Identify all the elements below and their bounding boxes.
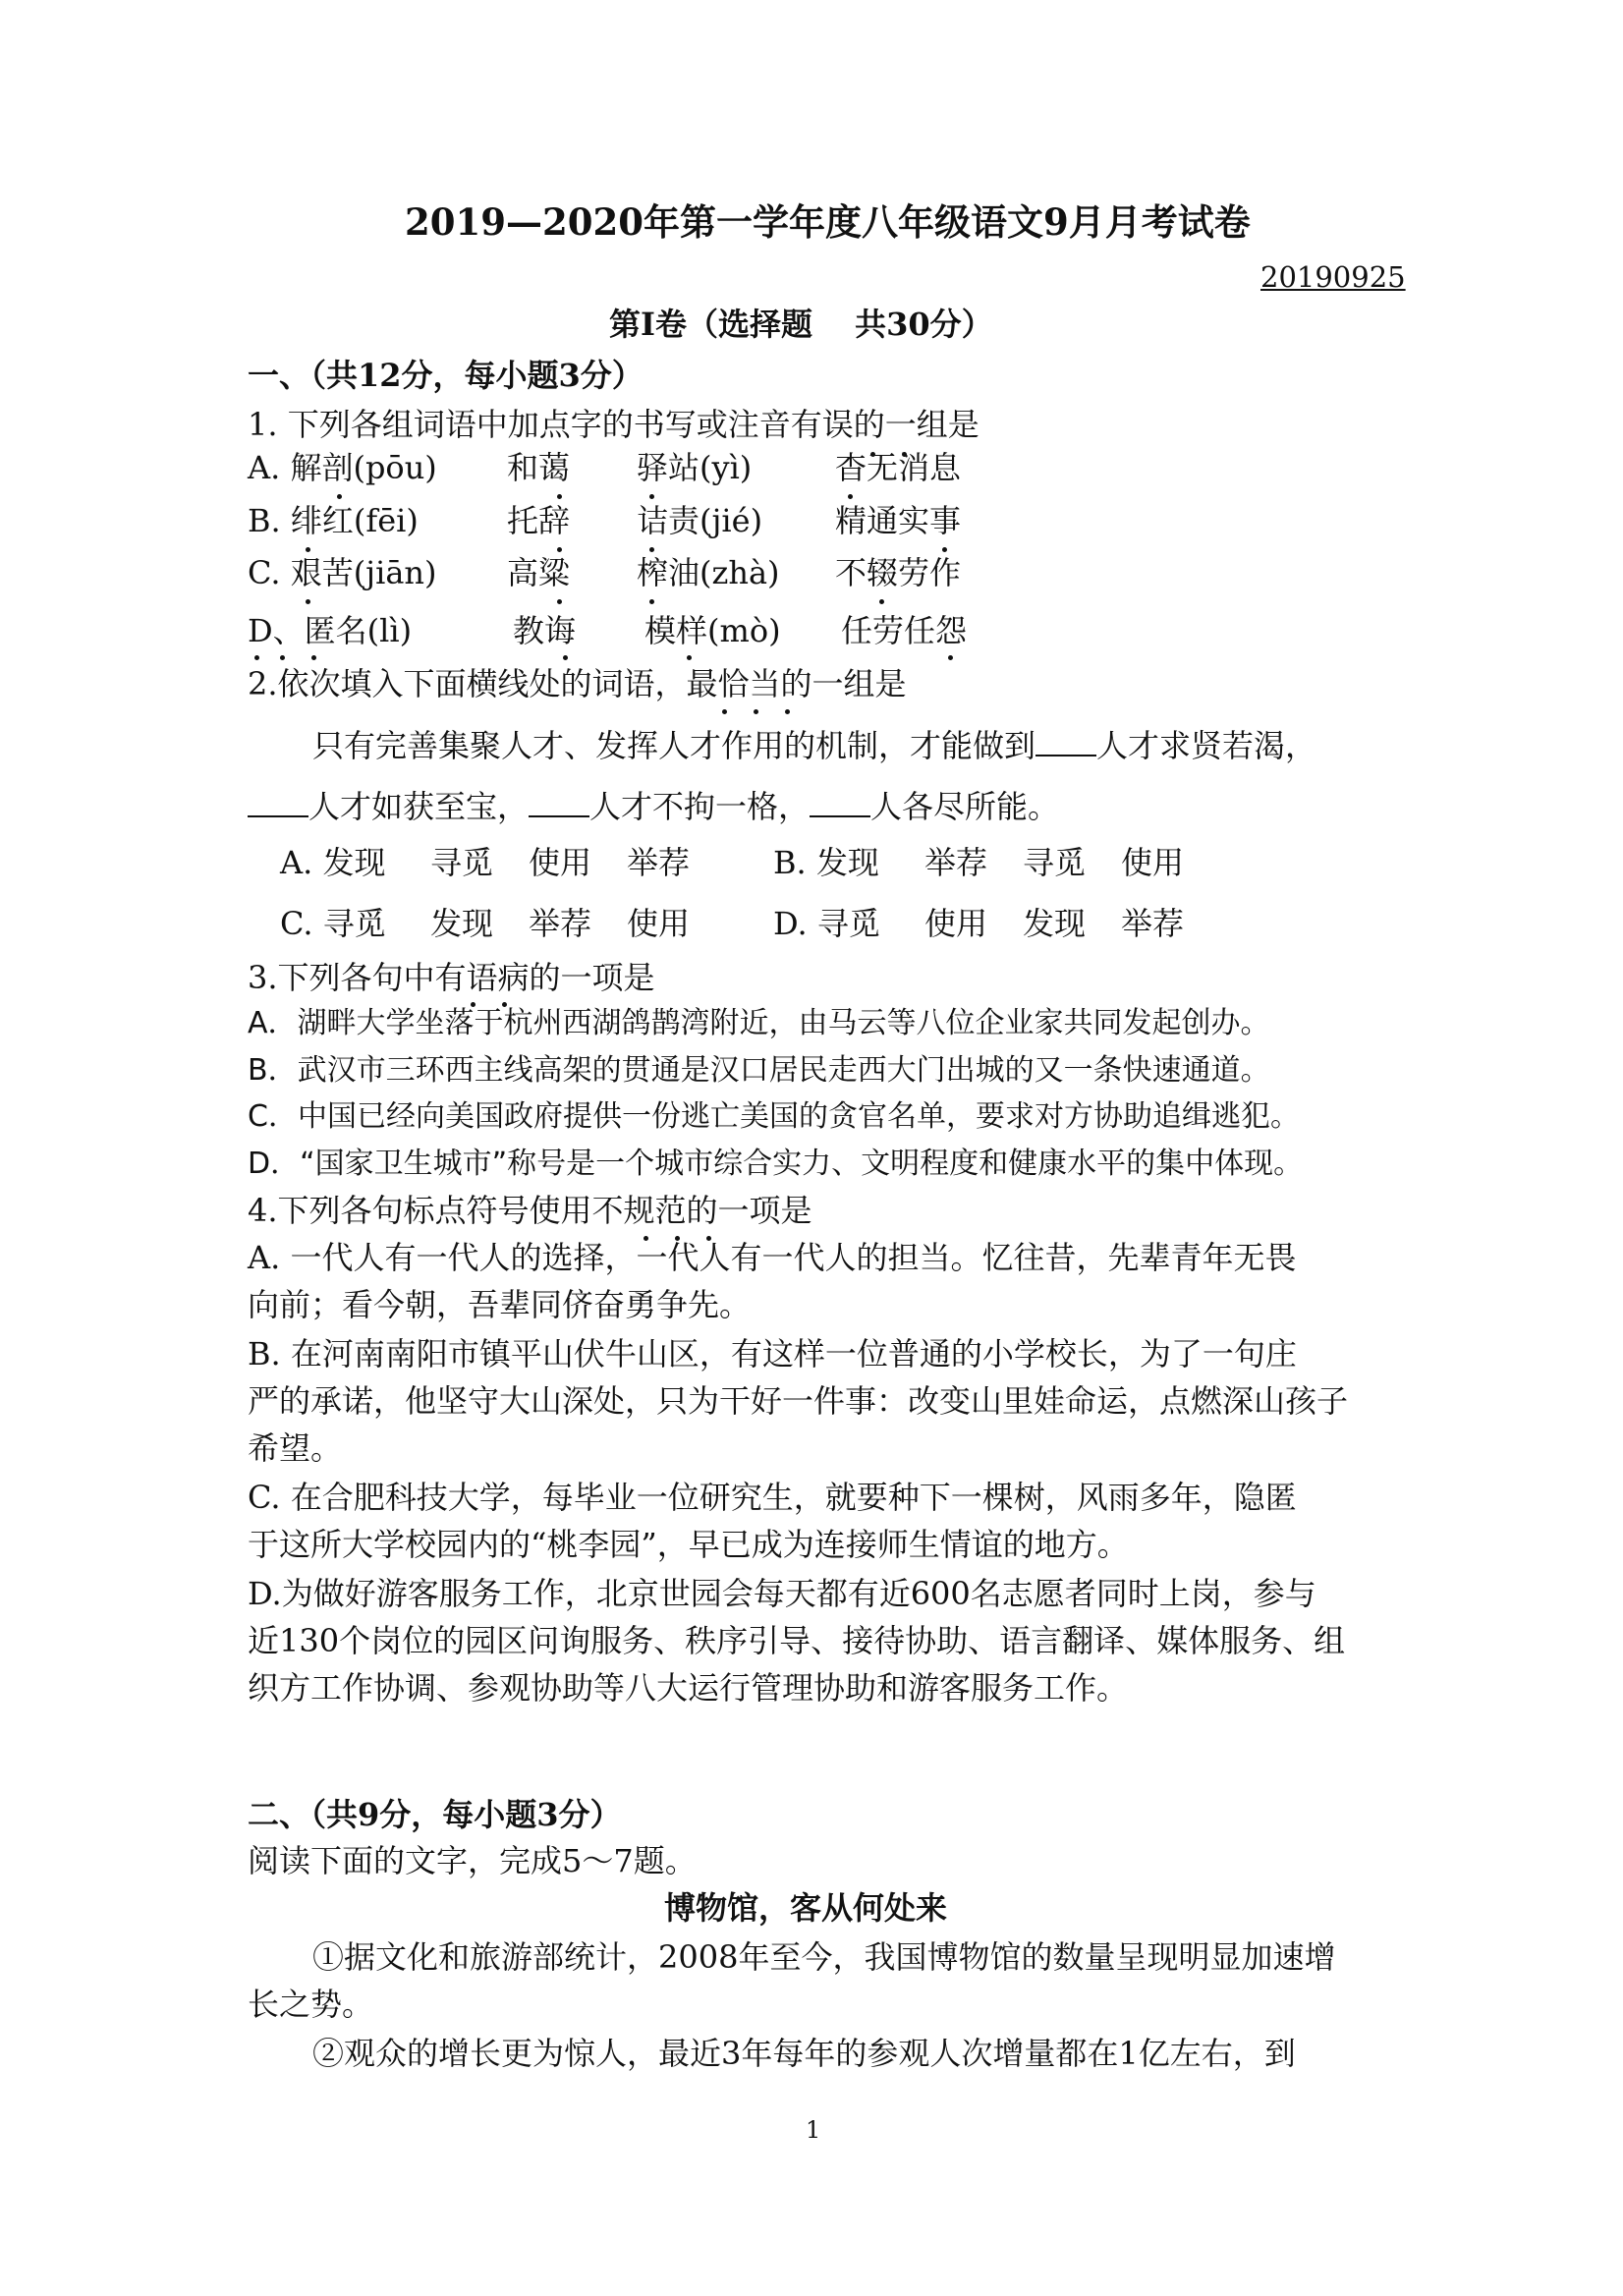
q2-passage-line-2 xyxy=(248,786,1059,826)
q4-option-d-line-3: 织方工作协调、参观协助等八大运行管理协助和游客服务工作。 xyxy=(248,1669,1129,1707)
emphasis-dot xyxy=(649,547,654,552)
q2-option-a-2: 寻觅 xyxy=(430,844,494,881)
emphasis-dot xyxy=(306,547,310,552)
q2-stem: 2.依次填入下面横线处的词语，最恰当的一组是 xyxy=(248,665,907,702)
q2-text: 人才不拘一格， xyxy=(589,788,811,825)
q2-option-b-4: 使用 xyxy=(1121,844,1185,881)
q1-option-b-1: B. 绯红(fēi) xyxy=(248,502,419,539)
emphasis-dot xyxy=(687,655,692,660)
fill-blank xyxy=(1035,725,1096,756)
q1-option-a-2: 和蔼 xyxy=(507,449,571,486)
q1-option-d-3: 模样(mò) xyxy=(644,612,781,649)
q1-option-a-4: 杳无消息 xyxy=(835,449,962,486)
emphasis-dot xyxy=(557,547,562,552)
q3-option-b: B．武汉市三环西主线高架的贯通是汉口居民走西大门出城的又一条快速通道。 xyxy=(248,1053,1270,1088)
q1-option-c-2: 高粱 xyxy=(507,554,571,591)
section1-heading: 一、（共12分，每小题3分） xyxy=(248,357,644,394)
volume-title: 第Ⅰ卷（选择题 共30分） xyxy=(609,306,993,343)
q2-text: 人才求贤若渴， xyxy=(1096,727,1317,764)
emphasis-dot xyxy=(306,599,310,604)
page-number: 1 xyxy=(806,2116,821,2144)
emphasis-dot xyxy=(337,494,342,499)
q4-option-a-line-2: 向前；看今朝，吾辈同侪奋勇争先。 xyxy=(248,1286,752,1323)
fill-blank xyxy=(248,786,308,817)
emphasis-dot xyxy=(942,547,947,552)
q2-option-c-3: 举荐 xyxy=(529,905,592,942)
q2-text: 人各尽所能。 xyxy=(870,788,1060,825)
emphasis-dot xyxy=(848,494,853,499)
q2-option-a-3: 使用 xyxy=(529,844,592,881)
exam-code: 20190925 xyxy=(1260,260,1406,294)
q3-option-a: A．湖畔大学坐落于杭州西湖鸽鹊湾附近，由马云等八位企业家共同发起创办。 xyxy=(248,1006,1270,1040)
emphasis-dot xyxy=(785,709,790,714)
q2-option-d-1: D. 寻觅 xyxy=(773,905,880,942)
emphasis-dot xyxy=(879,599,884,604)
q2-text: 人才如获至宝， xyxy=(308,788,530,825)
article-paragraph-1-line-2: 长之势。 xyxy=(248,1986,374,2023)
emphasis-dot xyxy=(649,494,654,499)
q1-option-b-3: 诘责(jié) xyxy=(637,502,763,539)
section2-heading: 二、（共9分，每小题3分） xyxy=(248,1796,622,1833)
q1-option-d-2: 教诲 xyxy=(513,612,577,649)
q2-option-b-1: B. 发现 xyxy=(773,844,879,881)
q1-option-a-3: 驿站(yì) xyxy=(637,449,753,486)
q1-option-b-4: 精通实事 xyxy=(835,502,962,539)
q2-option-c-4: 使用 xyxy=(627,905,691,942)
q4-option-a-line-1: A. 一代人有一代人的选择，一代人有一代人的担当。忆往昔，先辈青年无畏 xyxy=(248,1239,1297,1276)
q3-option-d: D．“国家卫生城市”称号是一个城市综合实力、文明程度和健康水平的集中体现。 xyxy=(248,1147,1304,1181)
q2-option-c-2: 发现 xyxy=(430,905,494,942)
q4-option-c-line-1: C. 在合肥科技大学，每毕业一位研究生，就要种下一棵树，风雨多年，隐匿 xyxy=(248,1479,1297,1516)
q2-option-d-4: 举荐 xyxy=(1121,905,1185,942)
q1-option-a-1: A. 解剖(pōu) xyxy=(248,449,437,486)
q4-option-b-line-2: 严的承诺，他坚守大山深处，只为干好一件事：改变山里娃命运，点燃深山孩子 xyxy=(248,1382,1349,1420)
q1-option-c-1: C. 艰苦(jiān) xyxy=(248,554,437,591)
q4-option-d-line-2: 近130个岗位的园区问询服务、秩序引导、接待协助、语言翻译、媒体服务、组 xyxy=(248,1622,1346,1659)
q1-option-c-4: 不辍劳作 xyxy=(835,554,962,591)
fill-blank xyxy=(529,786,589,817)
q3-stem: 3.下列各句中有语病的一项是 xyxy=(248,959,655,996)
q4-option-c-line-2: 于这所大学校园内的“桃李园”，早已成为连接师生情谊的地方。 xyxy=(248,1526,1129,1563)
emphasis-dot xyxy=(254,655,259,660)
q1-option-d-4: 任劳任怨 xyxy=(841,612,968,649)
q2-option-a-1: A. 发现 xyxy=(280,844,386,881)
q2-text: 只有完善集聚人才、发挥人才作用的机制，才能做到 xyxy=(312,727,1036,764)
q4-option-d-line-1: D.为做好游客服务工作，北京世园会每天都有近600名志愿者同时上岗，参与 xyxy=(248,1575,1316,1612)
article-paragraph-2-line-1: ②观众的增长更为惊人，最近3年每年的参观人次增量都在1亿左右，到 xyxy=(312,2035,1296,2072)
q2-option-a-4: 举荐 xyxy=(627,844,691,881)
emphasis-dot xyxy=(754,709,758,714)
article-title: 博物馆，客从何处来 xyxy=(664,1889,948,1927)
q2-option-d-2: 使用 xyxy=(924,905,988,942)
q2-option-b-2: 举荐 xyxy=(924,844,988,881)
q4-option-b-line-3: 希望。 xyxy=(248,1429,343,1467)
fill-blank xyxy=(810,786,870,817)
emphasis-dot xyxy=(563,655,568,660)
emphasis-dot xyxy=(280,655,285,660)
q2-option-c-1: C. 寻觅 xyxy=(280,905,386,942)
q2-option-d-3: 发现 xyxy=(1023,905,1087,942)
q1-option-b-2: 托辞 xyxy=(507,502,571,539)
emphasis-dot xyxy=(557,599,562,604)
section2-intro: 阅读下面的文字，完成5～7题。 xyxy=(248,1842,697,1879)
q1-option-d-1: D、匿名(lì) xyxy=(248,612,413,649)
emphasis-dot xyxy=(722,709,727,714)
q4-stem: 4.下列各句标点符号使用不规范的一项是 xyxy=(248,1192,812,1229)
emphasis-dot xyxy=(557,494,562,499)
article-paragraph-1-line-1: ①据文化和旅游部统计，2008年至今，我国博物馆的数量呈现明显加速增 xyxy=(312,1938,1336,1976)
q2-passage-line-1 xyxy=(312,725,1316,765)
exam-title: 2019—2020年第一学年度八年级语文9月月考试卷 xyxy=(405,200,1251,244)
emphasis-dot xyxy=(649,599,654,604)
q3-option-c: C．中国已经向美国政府提供一份逃亡美国的贪官名单，要求对方协助追缉逃犯。 xyxy=(248,1099,1300,1134)
q1-stem: 1. 下列各组词语中加点字的书写或注音有误的一组是 xyxy=(248,406,979,443)
emphasis-dot xyxy=(948,655,953,660)
q2-option-b-3: 寻觅 xyxy=(1023,844,1087,881)
q4-option-b-line-1: B. 在河南南阳市镇平山伏牛山区，有这样一位普通的小学校长，为了一句庄 xyxy=(248,1335,1297,1372)
emphasis-dot xyxy=(311,655,316,660)
q1-option-c-3: 榨油(zhà) xyxy=(637,554,780,591)
